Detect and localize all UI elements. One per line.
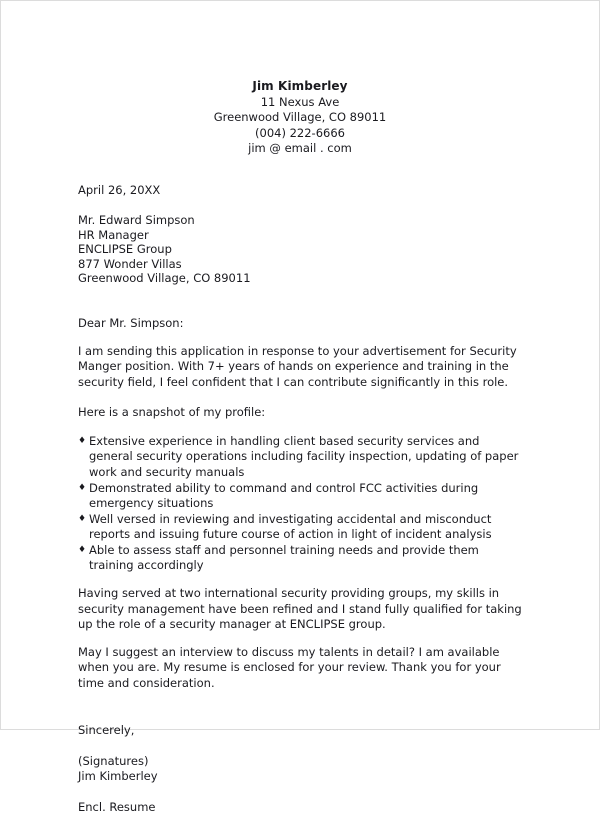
list-item <box>78 543 522 574</box>
list-item <box>78 512 522 543</box>
profile-lead-in: Here is a snapshot of my profile: <box>78 404 266 419</box>
signer-name: Jim Kimberley <box>78 768 158 783</box>
recipient-title: HR Manager <box>78 227 149 242</box>
diamond-bullet-icon: ♦ <box>78 544 87 555</box>
sender-phone: (004) 222-6666 <box>255 125 345 140</box>
recipient-street: 877 Wonder Villas <box>78 256 182 271</box>
list-item-text: Able to assess staff and personnel training needs and provide them training accordingly <box>89 542 479 572</box>
list-item <box>78 481 522 512</box>
signature-block <box>78 754 522 783</box>
diamond-bullet-icon: ♦ <box>78 513 87 524</box>
letter-date: April 26, 20XX <box>78 182 161 197</box>
profile-bullet-list <box>78 434 522 573</box>
closing-salutation: Sincerely, <box>78 723 135 738</box>
sender-street: 11 Nexus Ave <box>260 94 340 109</box>
recipient-address-block <box>78 213 522 286</box>
opening-paragraph: I am sending this application in response to your advertisement for Security Manger position. With 7+ years of hands on experience and training in the security field, I feel confident that I can contribute significantly in this role. <box>78 343 517 389</box>
sender-email: jim @ email . com <box>248 141 352 156</box>
list-item-text: Demonstrated ability to command and control FCC activities during emergency situations <box>89 480 479 510</box>
letter-body <box>78 1 522 815</box>
signature-placeholder: (Signatures) <box>78 754 149 769</box>
enclosure-note: Encl. Resume <box>78 800 156 815</box>
recipient-company: ENCLIPSE Group <box>78 242 172 257</box>
diamond-bullet-icon: ♦ <box>78 482 87 493</box>
sender-address-block <box>78 79 522 157</box>
list-item-text: Well versed in reviewing and investigating accidental and misconduct reports and issuing future course of action in light of incident analysis <box>89 511 492 541</box>
recipient-name: Mr. Edward Simpson <box>78 212 195 227</box>
salutation: Dear Mr. Simpson: <box>78 315 184 330</box>
sender-name: Jim Kimberley <box>252 79 348 93</box>
list-item <box>78 434 522 480</box>
diamond-bullet-icon: ♦ <box>78 436 87 447</box>
interview-request-paragraph: May I suggest an interview to discuss my talents in detail? I am available when you are. My resume is enclosed for your review. Thank you for your time and consideration. <box>78 645 501 690</box>
list-item-text: Extensive experience in handling client based security services and general security operations including facility inspection, updating of paper work and security manuals <box>89 434 519 479</box>
recipient-city-state-zip: Greenwood Village, CO 89011 <box>78 271 251 286</box>
sender-city-state-zip: Greenwood Village, CO 89011 <box>213 110 387 125</box>
qualification-paragraph: Having served at two international security providing groups, my skills in security management have been refined and I stand fully qualified for taking up the role of a security manager at ENCLIPSE group. <box>78 586 522 631</box>
